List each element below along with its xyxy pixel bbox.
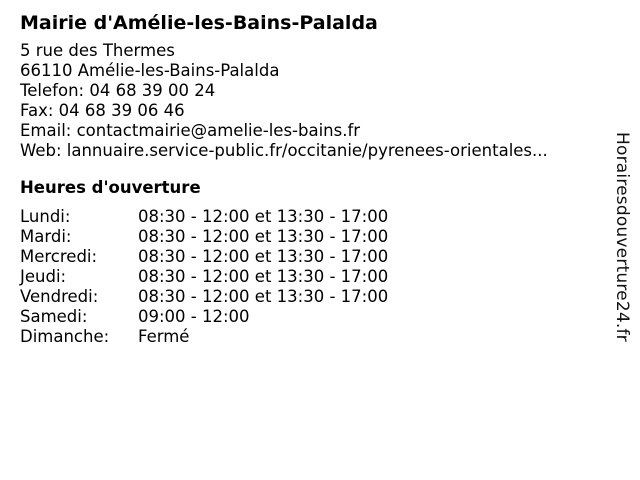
site-watermark: Horairesdouverture24.fr — [612, 132, 632, 342]
day-label: Lundi: — [20, 207, 71, 226]
hours-row-monday — [20, 207, 600, 227]
hours-row-friday — [20, 287, 600, 307]
fax-line: Fax: 04 68 39 06 46 — [20, 101, 185, 120]
day-label: Mardi: — [20, 227, 72, 246]
time-value: 09:00 - 12:00 — [138, 307, 250, 326]
day-label: Mercredi: — [20, 247, 98, 266]
time-value: 08:30 - 12:00 et 13:30 - 17:00 — [138, 227, 389, 246]
time-value: 08:30 - 12:00 et 13:30 - 17:00 — [138, 247, 389, 266]
city-address: 66110 Amélie-les-Bains-Palalda — [20, 61, 280, 80]
day-label: Vendredi: — [20, 287, 99, 306]
time-value: 08:30 - 12:00 et 13:30 - 17:00 — [138, 287, 389, 306]
page-title: Mairie d'Amélie-les-Bains-Palalda — [20, 12, 378, 34]
day-label: Samedi: — [20, 307, 88, 326]
day-label: Jeudi: — [20, 267, 67, 286]
email-line: Email: contactmairie@amelie-les-bains.fr — [20, 121, 361, 140]
time-value: 08:30 - 12:00 et 13:30 - 17:00 — [138, 267, 389, 286]
hours-row-sunday — [20, 327, 600, 347]
day-label: Dimanche: — [20, 327, 110, 346]
hours-row-thursday — [20, 267, 600, 287]
time-value: Fermé — [138, 327, 190, 346]
hours-row-tuesday — [20, 227, 600, 247]
hours-row-wednesday — [20, 247, 600, 267]
hours-table — [20, 207, 600, 347]
business-card — [20, 10, 600, 347]
street-address: 5 rue des Thermes — [20, 41, 175, 60]
time-value: 08:30 - 12:00 et 13:30 - 17:00 — [138, 207, 389, 226]
hours-heading: Heures d'ouverture — [20, 178, 201, 197]
address-block — [20, 41, 600, 161]
web-line: Web: lannuaire.service-public.fr/occitanie/pyrenees-orientales... — [20, 141, 548, 160]
phone-line: Telefon: 04 68 39 00 24 — [20, 81, 216, 100]
hours-row-saturday — [20, 307, 600, 327]
